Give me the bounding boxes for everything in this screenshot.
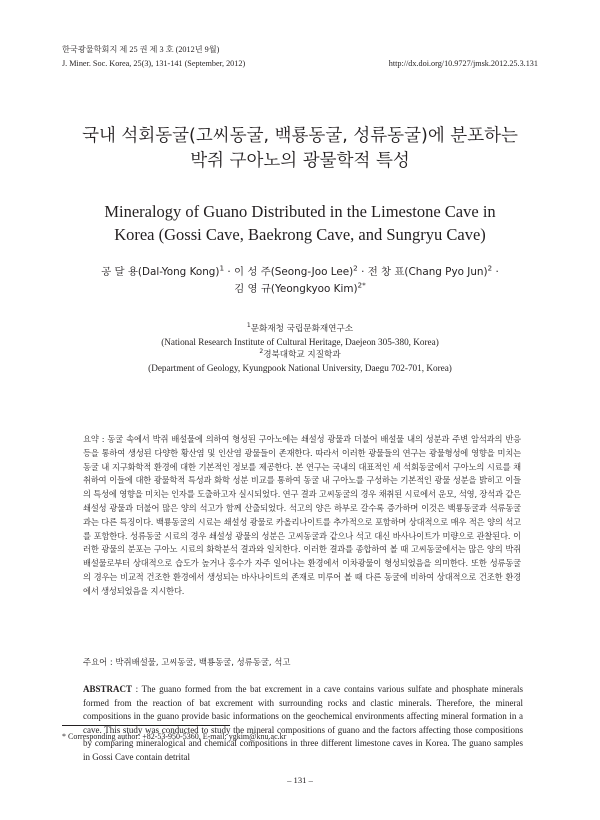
abstract-english-label: ABSTRACT	[83, 684, 133, 694]
affiliation-1-english: (National Research Institute of Cultural Heritage, Daejeon 305-380, Korea)	[161, 337, 439, 347]
title-english	[40, 200, 560, 246]
footnote-rule	[62, 725, 230, 726]
abstract-english-text: The guano formed from the bat excrement in a cave contains various sulfate and phosphate minerals formed from the reaction of bat excrement with surrounding rocks and clastic minerals. Therefore, the mineral compositions in the guano provide basic informations on the geochemical environments affecting mineral formation in a cave. This study was conducted to study the mineral compositions of guano and the factors affecting those compositions by comparing mineralogical and chemical compositions in three different limestone caves in Korea. The guano samples in Gossi Cave contain detrital	[83, 684, 523, 762]
author-2: 이 성 주(Seong-Joo Lee)	[234, 266, 354, 278]
author-4: 김 영 규(Yeongkyoo Kim)	[234, 283, 358, 295]
author-list: 공 달 용(Dal-Yong Kong)$^1$ · 이 성 주(Seong-Joo Lee)$^2$ · 전 창 표(Chang Pyo Jun)$^2$ · 김 영 규(Yeongkyoo Kim)$^{2*}$	[101, 263, 499, 295]
keywords	[83, 656, 523, 668]
abstract-korean-text: 동굴 속에서 박쥐 배설물에 의하여 형성된 구아노에는 쇄설성 광물과 더불어 배설물 내의 성분과 주변 암석과의 반응 등을 통하여 생성된 다양한 황산염 및 인산염 광물들이 존재한다. 따라서 이러한 광물들의 연구는 광물형성에 영향을 미치는 동굴 내 지구화학적 환경에 대한 기본적인 정보를 제공한다. 본 연구는 국내의 대표적인 세 석회동굴에서 구아노의 시료를 채취하여 이들에 대한 광물학적 특성과 화학 성분 비교를 통하여 동굴 내 구아노를 구성하는 기본적인 광물 성분을 밝히고 이들의 특성에 영향을 미치는 인자를 도출하고자 실시되었다. 연구 결과 고씨동굴의 경우 채취된 시료에서 운모, 석영, 장석과 같은 쇄설성 광물과 더불어 많은 양의 석고가 함께 산출되었다. 석고의 양은 하부로 갈수록 증가하며 이것은 백룡동굴과 석류동굴과는 다른 특징이다. 백룡동굴의 시료는 쇄설성 광물로 카올리나이트를 추가적으로 포함하며 상대적으로 매우 적은 양의 석고를 포함한다. 성류동굴 시료의 경우 쇄설성 광물의 성분은 고씨동굴과 같으나 석고 대신 바사나이트가 미량으로 관찰된다. 이러한 광물의 분포는 구아노 시료의 화학분석 결과와 일치한다. 이러한 결과를 종합하여 볼 때 고씨동굴에서는 많은 양의 박쥐 배설물로부터 상대적으로 습도가 높거나 홍수가 자주 일어나는 환경에서 이차광물이 형성되었음을 의미한다. 또한 성류동굴의 경우는 비교적 건조한 환경에서 생성되는 바사나이트의 존재로 미루어 볼 때 다른 동굴에 비하여 상대적으로 건조한 환경에서 생성되었음을 지시한다.	[83, 434, 522, 596]
running-header-korean: 한국광물학회지 제 25 권 제 3 호 (2012년 9월)	[62, 45, 220, 54]
keywords-label: 주요어 :	[83, 657, 116, 667]
journal-citation: J. Miner. Soc. Korea, 25(3), 131-141 (September, 2012)	[62, 59, 246, 68]
keywords-text: 박쥐배설물, 고씨동굴, 백룡동굴, 성류동굴, 석고	[115, 657, 291, 667]
title-korean-line-2: 박쥐 구아노의 광물학적 특성	[190, 151, 410, 171]
corresponding-author-footnote: * Corresponding author: +82-53-950-5360, E-mail: ygkim@knu.ac.kr	[62, 732, 287, 741]
title-korean	[40, 124, 560, 174]
author-2-affil: 2	[353, 263, 358, 273]
running-header-line	[62, 59, 538, 68]
affiliations: $^1$문화재청 국립문화재연구소 (National Research Institute of Cultural Heritage, Daejeon 305-380, Korea) $^2$경북대학교 지질학과 (Department of Geology, Kyungpook National University, Daegu 702-701, Korea)	[40, 323, 560, 375]
doi-link[interactable]: http://dx.doi.org/10.9727/jmsk.2012.25.3.131	[388, 59, 538, 68]
abstract-korean	[83, 433, 521, 599]
affiliation-2-korean: 경북대학교 지질학과	[263, 350, 341, 360]
author-3: 전 창 표(Chang Pyo Jun)	[367, 266, 488, 278]
abstract-english: ABSTRACT : The guano formed from the bat excrement in a cave contains various sulfate and phosphate minerals formed from the reaction of bat excrement with surrounding rocks and clastic minerals. Therefore, the mineral compositions in the guano provide basic informations on the geochemical environments affecting mineral formation in a cave. This study was conducted to study the mineral compositions of guano and the factors affecting those compositions by comparing mineralogical and chemical compositions in three different limestone caves in Korea. The guano samples in Gossi Cave contain detrital	[83, 684, 523, 762]
author-1-affil: 1	[219, 263, 225, 273]
author-1: 공 달 용(Dal-Yong Kong)	[101, 266, 220, 278]
author-4-affil: 2*	[357, 280, 366, 290]
author-3-affil: 2	[487, 263, 493, 273]
affiliation-2-english: (Department of Geology, Kyungpook National University, Daegu 702-701, Korea)	[148, 363, 452, 373]
title-english-line-1: Mineralogy of Guano Distributed in the Limestone Cave in	[104, 202, 496, 221]
affiliation-1-korean: 문화재청 국립문화재연구소	[250, 324, 354, 334]
page-number: – 131 –	[287, 775, 313, 785]
abstract-korean-label: 요약 :	[83, 434, 108, 444]
title-korean-line-1: 국내 석회동굴(고씨동굴, 백룡동굴, 성류동굴)에 분포하는	[82, 126, 518, 146]
title-english-line-2: Korea (Gossi Cave, Baekrong Cave, and Sungryu Cave)	[114, 225, 486, 244]
